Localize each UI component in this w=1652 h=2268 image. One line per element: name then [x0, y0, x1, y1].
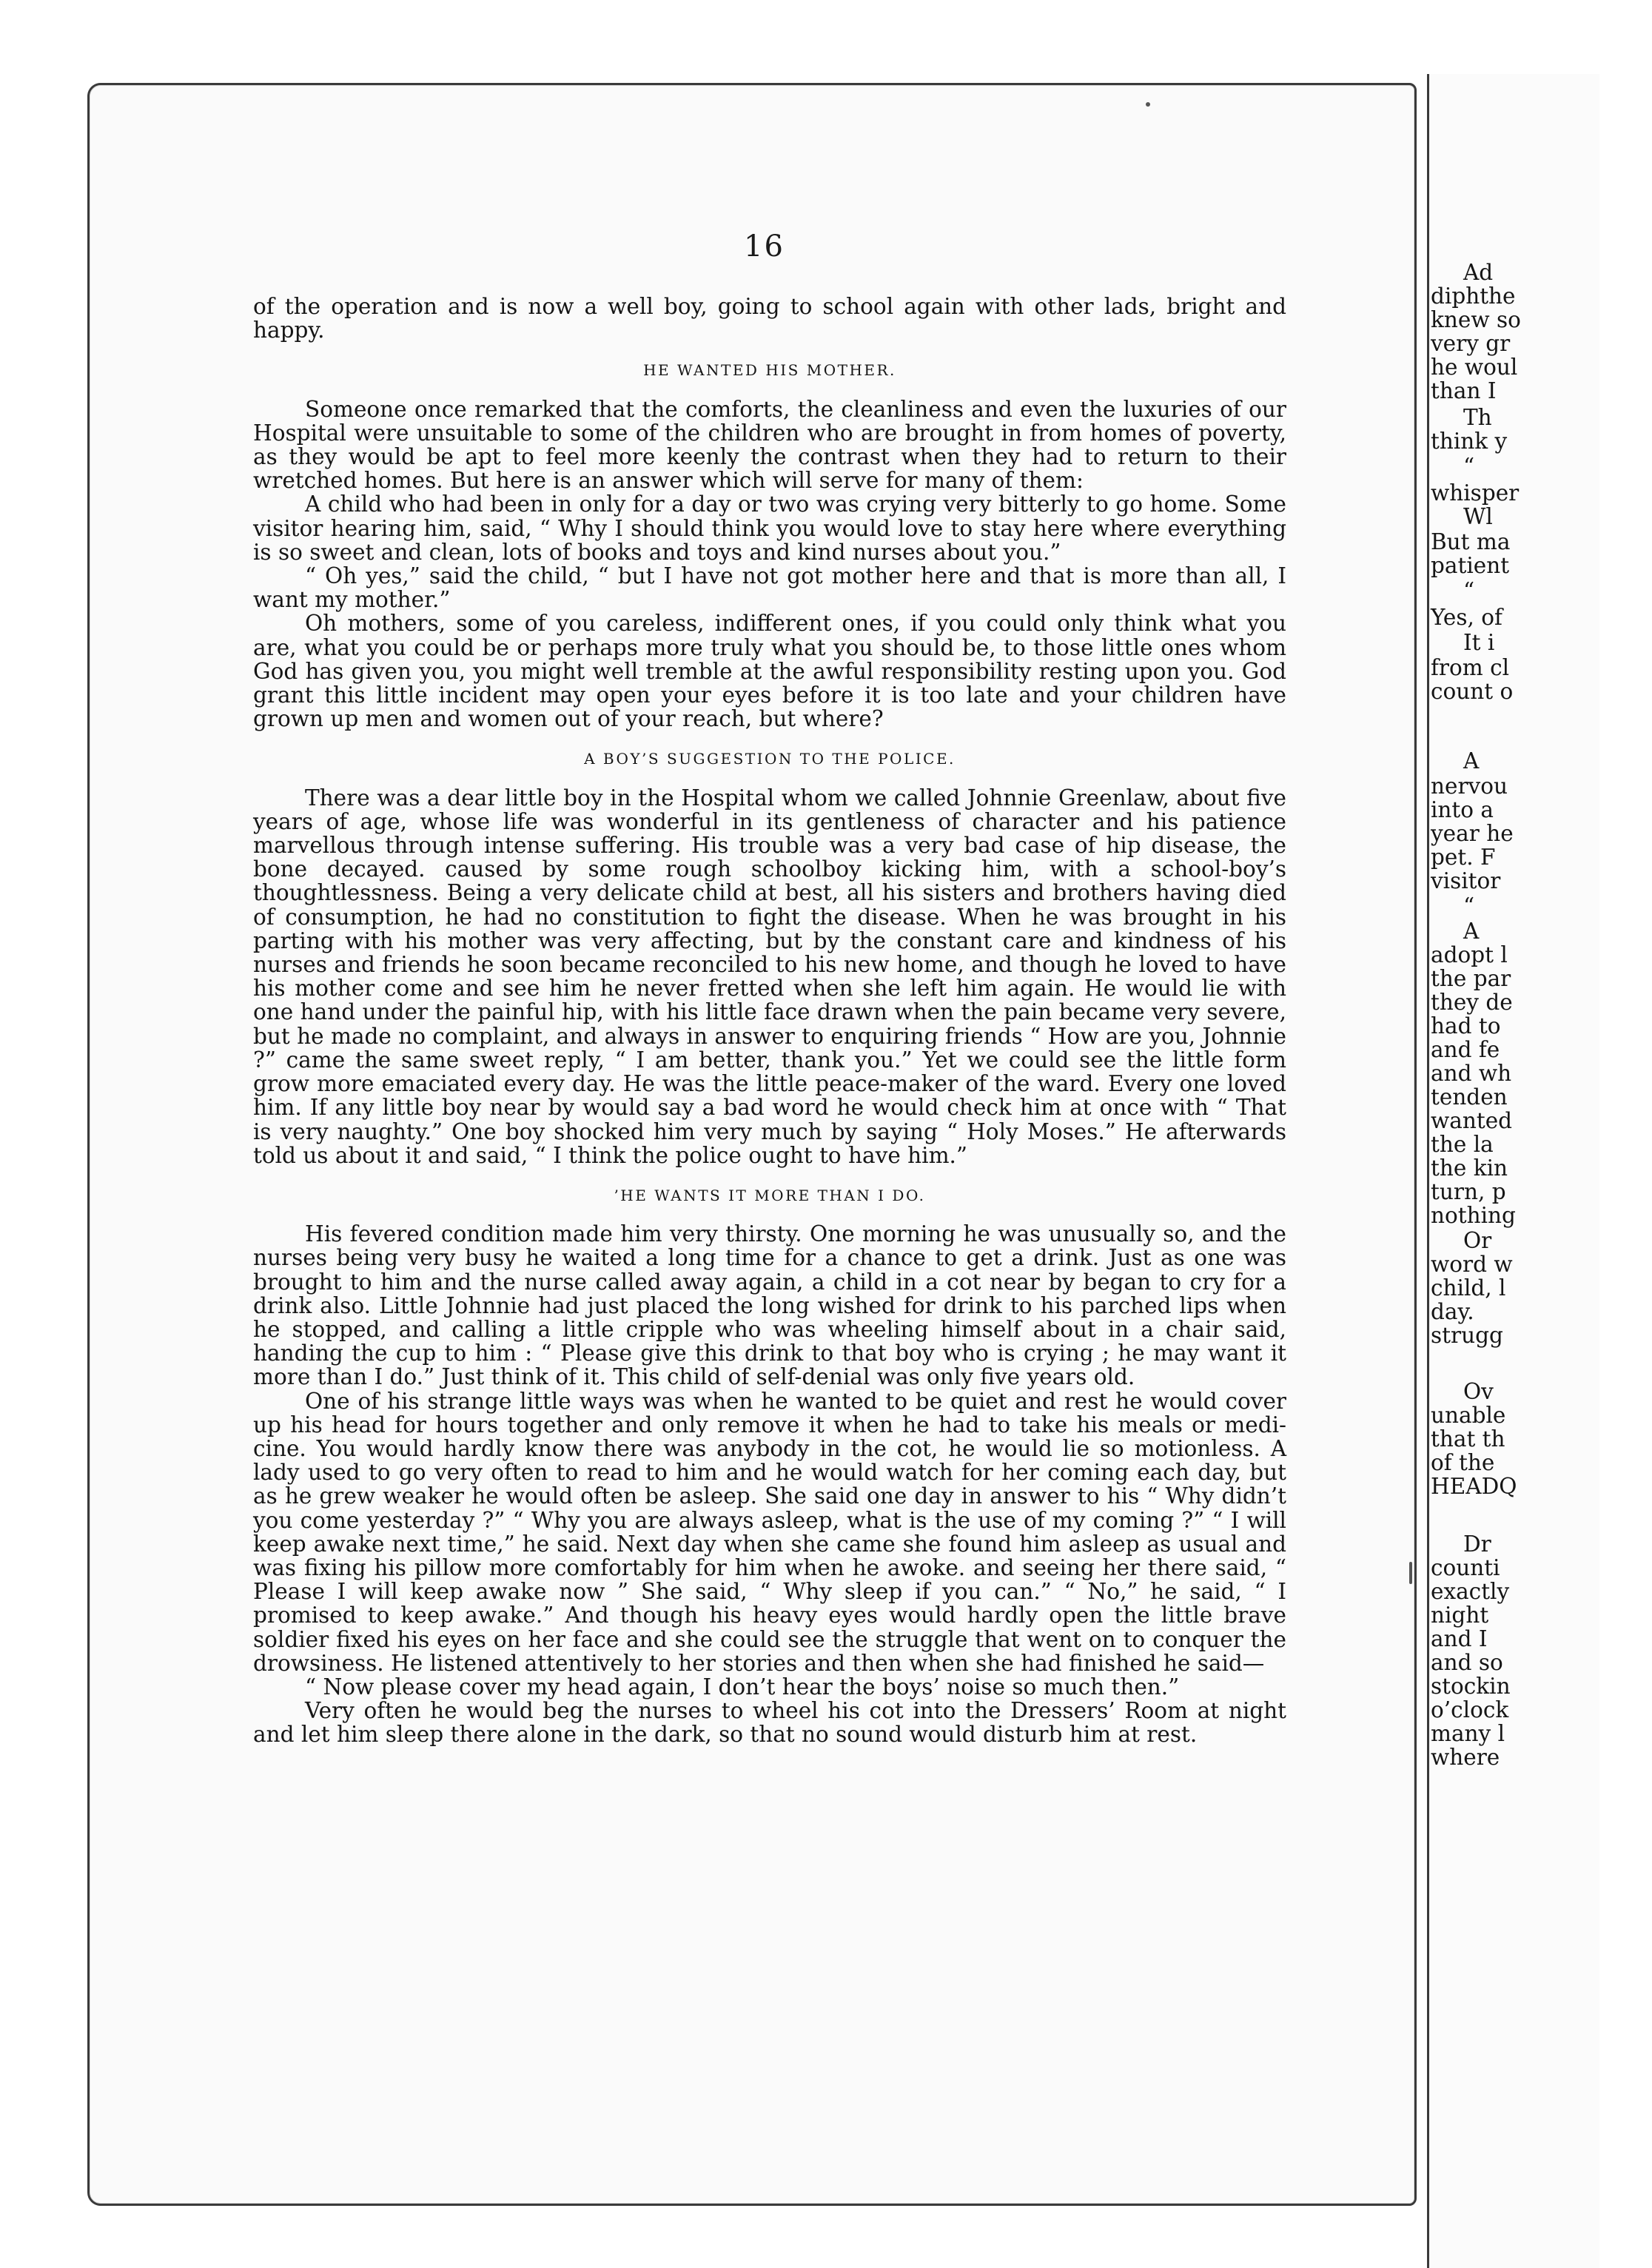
facing-page-fragment: adopt l: [1431, 942, 1508, 967]
page-body: [253, 295, 1286, 1747]
facing-page-fragment: “: [1463, 454, 1475, 479]
page-gutter: [1599, 74, 1652, 2268]
facing-page-fragment: child, l: [1431, 1275, 1506, 1301]
facing-page-fragment: pet. F: [1431, 845, 1496, 870]
facing-page-fragment: Or: [1463, 1228, 1492, 1253]
section-heading: A BOY’S SUGGESTION TO THE POLICE.: [584, 750, 956, 768]
facing-page-edge: [1427, 74, 1652, 2268]
facing-page-fragment: knew so: [1431, 307, 1521, 332]
facing-page-fragment: stockin: [1431, 1674, 1511, 1699]
facing-page-fragment: than I: [1431, 378, 1497, 403]
facing-page-fragment: unable: [1431, 1403, 1506, 1428]
facing-page-fragment: count o: [1431, 679, 1514, 704]
facing-page-fragment: the la: [1431, 1132, 1494, 1157]
paragraph: Oh mothers, some of you careless, indifferent ones, if you could only think what you are, what you could be or perhaps more truly what you should be, to those little ones whom God has given you, you might well tremble at the awful responsibility resting upon you. God grant this little incident may open your eyes before it is too late and your children have grown up men and women out of your reach, but where?: [253, 611, 1286, 732]
paragraph: A child who had been in only for a day or two was crying very bitterly to go home. Some visitor hearing him, said, “ Why I should think you would love to stay here where everything is so sweet and clean, lots of books and toys and kind nurses about you.”: [253, 491, 1286, 565]
paragraph: Someone once remarked that the comforts, the cleanliness and even the luxuries of our Hospital were unsuitable to some of the children who are brought in from homes of poverty, as they would be apt to feel more keenly the contrast when they had to return to their wretched homes. But here is an answer which will serve for many of them:: [253, 396, 1286, 494]
facing-page-fragment: the kin: [1431, 1155, 1508, 1181]
facing-page-fragment: from cl: [1431, 655, 1510, 680]
facing-page-fragment: wanted: [1431, 1108, 1513, 1133]
paragraph: of the operation and is now a well boy, going to school again with other lads, bright and happy.: [253, 294, 1286, 343]
facing-page-fragment: word w: [1431, 1252, 1513, 1277]
facing-page-fragment: night: [1431, 1603, 1489, 1628]
facing-page-fragment: turn, p: [1431, 1179, 1506, 1204]
facing-page-fragment: Yes, of: [1431, 605, 1502, 630]
facing-page-fragment: “: [1463, 578, 1475, 603]
facing-page-fragment: tenden: [1431, 1084, 1508, 1110]
facing-page-fragment: nothing: [1431, 1203, 1516, 1228]
facing-page-fragment: day.: [1431, 1299, 1474, 1324]
facing-page-fragment: o’clock: [1431, 1697, 1509, 1722]
facing-page-fragment: Ov: [1463, 1379, 1494, 1404]
facing-page-fragment: visitor: [1431, 868, 1501, 893]
facing-page-fragment: nervou: [1431, 774, 1508, 799]
facing-page-fragment: where: [1431, 1745, 1500, 1770]
page-number: 16: [744, 229, 785, 264]
facing-page-fragment: “: [1463, 893, 1475, 919]
paragraph: There was a dear little boy in the Hospital whom we called Johnnie Greenlaw, about five years of age, whose life was wonderful in its gentleness of character and his patience marvellous through intense suffering. His trouble was a very bad case of hip disease, the bone decayed. caused by some rough schoolboy kicking him, with a school-boy’s thoughtlessness. Being a very delicate child at best, all his sisters and brothers having died of consumption, he had no constitution to fight the disease. When he was brought in his parting with his mother was very affecting, but by the constant care and kindness of his nurses and friends he soon became reconciled to his new home, and though he loved to have his mother come and see him he never fretted when she left him again. He would lie with one hand under the painful hip, with his little face drawn when the pain became very severe, but he made no complaint, and always in answer to enquiring friends “ How are you, Johnnie ?” came the same sweet reply, “ I am better, thank you.” Yet we could see the little form grow more emaciated every day. He was the little peace-maker of the ward. Every one loved him. If any little boy near by would say a bad word he would check him at once with “ That is very naughty.” One boy shocked him very much by saying “ Holy Moses.” He afterwards told us about it and said, “ I think the police ought to have him.”: [253, 785, 1286, 1168]
facing-page-fragment: and so: [1431, 1650, 1503, 1675]
paragraph: One of his strange little ways was when he wanted to be quiet and rest he would cover up his head for hours together and only remove it when he had to take his meals or medi-cine. You would hardly know there was anybody in the cot, he would lie so motionless. A lady used to go very often to read to him and he would watch for her coming each day, but as he grew weaker he would often be asleep. She said one day in answer to his “ Why didn’t you come yesterday ?” “ Why you are always asleep, what is the use of my coming ?” “ I will keep awake next time,” he said. Next day when she came she found him asleep as usual and was fixing his pillow more comfortably for him when he awoke. and seeing her there said, “ Please I will keep awake now ” She said, “ Why sleep if you can.” “ No,” he said, “ I promised to keep awake.” And though his heavy eyes would hardly open the little brave soldier fixed his eyes on her face and she could see the struggle that went on to conquer the drowsiness. He listened attentively to her stories and then when she had finished he said—: [253, 1388, 1286, 1676]
facing-page-fragment: It i: [1463, 630, 1495, 655]
section-heading: HE WANTED HIS MOTHER.: [643, 361, 896, 380]
facing-page-fragment: HEADQ: [1431, 1474, 1517, 1499]
facing-page-fragment: into a: [1431, 797, 1494, 822]
paragraph: “ Now please cover my head again, I don’t hear the boys’ noise so much then.”: [305, 1674, 1180, 1700]
facing-page-fragment: But ma: [1431, 529, 1511, 554]
facing-page-fragment: they de: [1431, 990, 1513, 1015]
facing-page-fragment: think y: [1431, 429, 1508, 454]
facing-page-fragment: he woul: [1431, 355, 1518, 380]
facing-page-fragment: Th: [1463, 405, 1492, 430]
facing-page-fragment: Wl: [1463, 504, 1493, 529]
facing-page-fragment: A: [1463, 919, 1480, 944]
facing-page-fragment: diphthe: [1431, 284, 1516, 309]
facing-page-fragment: and wh: [1431, 1061, 1512, 1086]
paragraph: “ Oh yes,” said the child, “ but I have not got mother here and that is more than all, I want my mother.”: [253, 563, 1286, 613]
facing-page-fragment: patient: [1431, 553, 1510, 578]
facing-page-fragment: strugg: [1431, 1323, 1503, 1348]
facing-page-fragment: A: [1463, 748, 1480, 774]
facing-page-fragment: exactly: [1431, 1579, 1510, 1604]
facing-page-fragment: counti: [1431, 1555, 1500, 1580]
facing-page-fragment: very gr: [1431, 331, 1511, 356]
facing-page-fragment: had to: [1431, 1013, 1501, 1039]
facing-page-fragment: and I: [1431, 1626, 1488, 1651]
paragraph: Very often he would beg the nurses to wheel his cot into the Dressers’ Room at night and let him sleep there alone in the dark, so that no sound would disturb him at rest.: [253, 1698, 1286, 1748]
facing-page-fragment: year he: [1431, 821, 1514, 846]
facing-page-fragment: many l: [1431, 1721, 1505, 1746]
paragraph: His fevered condition made him very thirsty. One morning he was unusually so, and the nurses being very busy he waited a long time for a chance to get a drink. Just as one was brought to him and the nurse called away again, a child in a cot near by began to cry for a drink also. Little Johnnie had just placed the long wished for drink to his parched lips when he stopped, and calling a little cripple who was wheeling himself about in a chair said, handing the cup to him : “ Please give this drink to that boy who is crying ; he may want it more than I do.” Just think of it. This child of self-denial was only five years old.: [253, 1221, 1286, 1390]
facing-page-fragment: that th: [1431, 1426, 1505, 1452]
section-heading: ’HE WANTS IT MORE THAN I DO.: [614, 1186, 926, 1204]
facing-page-fragment: Ad: [1463, 260, 1494, 285]
facing-page-fragment: Dr: [1463, 1531, 1491, 1557]
facing-page-fragment: whisper: [1431, 480, 1520, 506]
facing-page-fragment: the par: [1431, 966, 1511, 991]
facing-page-fragment: and fe: [1431, 1037, 1500, 1062]
page-binding-mark: [1409, 1562, 1412, 1584]
scan-speck: [1146, 102, 1150, 107]
facing-page-fragment: of the: [1431, 1450, 1495, 1475]
